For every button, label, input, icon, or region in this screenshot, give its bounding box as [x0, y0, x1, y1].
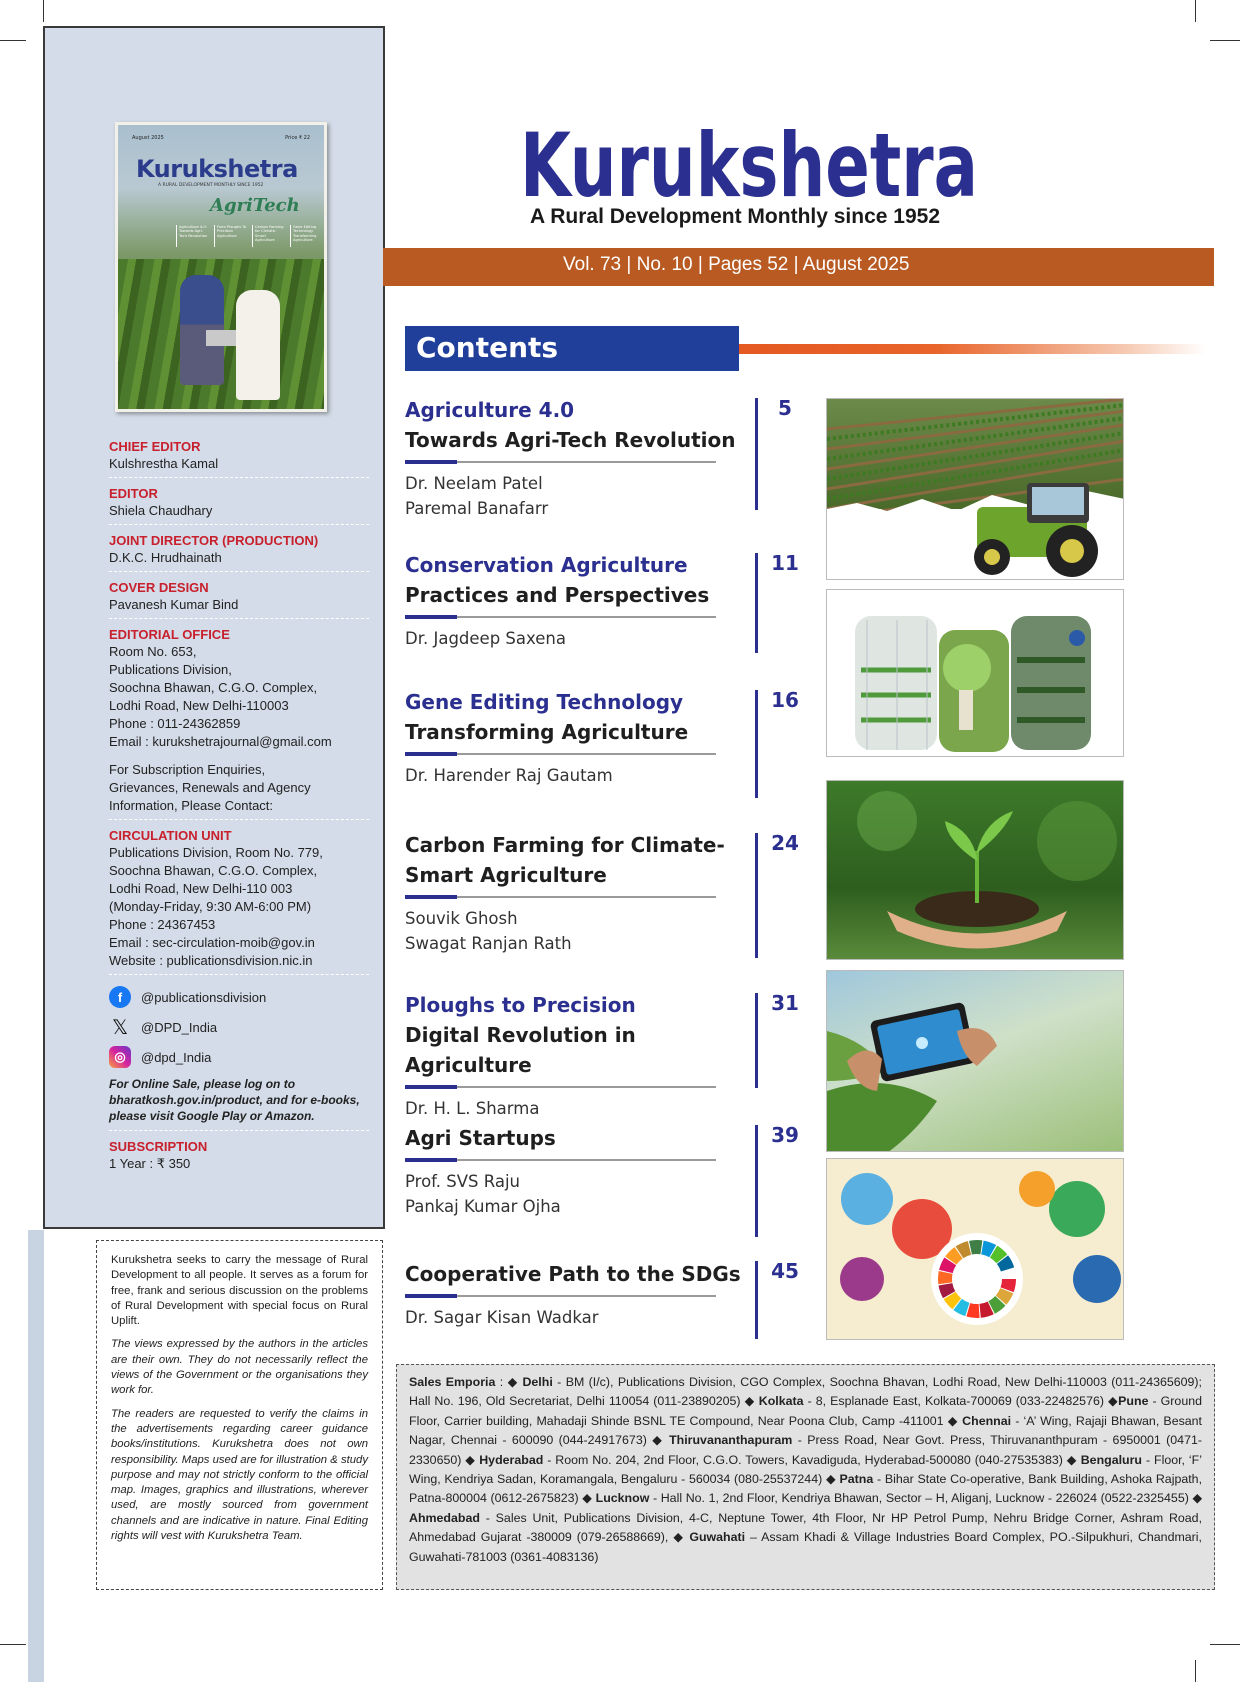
toc-divider [405, 616, 716, 618]
address-line: Soochna Bhawan, C.G.O. Complex, [109, 680, 318, 695]
sales-address: Press Road, Near Govt. Press, Thiruvananthpuram - 6950001 (0471-2330650) [409, 1433, 1202, 1467]
staff-joint-director [109, 532, 369, 572]
toc-subtitle: Transforming Agriculture [405, 720, 689, 744]
dashed-divider [109, 524, 369, 525]
toc-page-number[interactable]: 16 [771, 688, 799, 712]
toc-author: Swagat Ranjan Rath [405, 934, 572, 953]
seedling-hands-image [826, 780, 1124, 960]
cover-price: Price ₹ 22 [285, 135, 310, 141]
masthead-title: Kurukshetra [520, 118, 978, 210]
website-link[interactable]: Website : publicationsdivision.nic.in [109, 953, 313, 968]
toc-entry[interactable] [405, 990, 745, 1121]
toc-title: Conservation Agriculture [405, 553, 688, 577]
role-value: Pavanesh Kumar Bind [109, 597, 239, 612]
staff-editor [109, 485, 369, 525]
toc-title: Agriculture 4.0 [405, 398, 575, 422]
cover-article: From Ploughs To Precision Agriculture [214, 225, 248, 247]
toc-vertical-rule [755, 993, 758, 1088]
cover-person-farmer [236, 290, 280, 400]
toc-entry[interactable] [405, 1259, 745, 1330]
cover-laptop [206, 330, 238, 346]
toc-subtitle: Towards Agri-Tech Revolution [405, 428, 736, 452]
sales-city: Chennai [962, 1413, 1012, 1428]
staff-circulation-unit [109, 827, 369, 975]
cover-article: Agriculture 4.0: Towards Agri-Tech Revolution [176, 225, 210, 247]
toc-entry[interactable] [405, 395, 745, 521]
toc-subtitle: Digital Revolution in Agriculture [405, 1023, 636, 1077]
toc-vertical-rule [755, 553, 758, 653]
toc-title: Agri Startups [405, 1126, 556, 1150]
crop-mark [1195, 0, 1196, 22]
social-instagram[interactable] [109, 1042, 369, 1072]
address-line: Lodhi Road, New Delhi-110003 [109, 698, 289, 713]
crop-mark [1210, 1644, 1240, 1645]
toc-entry[interactable] [405, 1123, 745, 1219]
toc-title: Carbon Farming for Climate- [405, 833, 725, 857]
cover-theme: AgriTech [210, 195, 300, 216]
dashed-divider [109, 477, 369, 478]
left-edge-strip [28, 1230, 44, 1682]
contents-heading-box [405, 326, 739, 371]
sales-emporia-box: Sales Emporia : ◆ Delhi - BM (I/c), Publications Division, CGO Complex, Soochna Bhavan, Lodhi Road, New Delhi-110003 (011-24365609); Hall No. 196, Old Secretariat, Delhi 110054 (011-23890205) ◆ Kolkata - 8, Esplanade East, Kolkata-700069 (033-22482576) ◆Pune - Ground Floor, Carrier building, Mahadaji Shinde BSNL TE Compound, Near Poona Club, Camp -411001 ◆ Chennai - ‘A’ Wing, Rajaji Bhawan, Besant Nagar, Chennai - 600090 (044-24917673) ◆ Thiruvananthapuram - Press Road, Near Govt. Press, Thiruvananthpuram - 6950001 (0471-2330650) ◆ Hyderabad - Room No. 204, 2nd Floor, C.G.O. Towers, Kavadiguda, Hyderabad-500080 (040-27535383) ◆ Bengaluru - Floor, ‘F’ Wing, Kendriya Sadan, Koramangala, Bengaluru - 560034 (080-25537244) ◆ Patna - Bihar State Co-operative, Bank Building, Ashoka Rajpath, Patna-800004 (0612-2675823) ◆ Lucknow - Hall No. 1, 2nd Floor, Kendriya Bhawan, Sector – H, Aliganj, Lucknow - 226024 (0522-2325455) ◆ Ahmedabad - Sales Unit, Publications Division, 4-C, Neptune Tower, 4th Floor, Nr HP Petrol Pump, Nehru Bridge Corner, Ashram Road, Ahmedabad Gujarat -380009 (079-26588669), ◆ Guwahati – Assam Khadi & Village Industries Board Complex, PO.-Silpukhuri, Chandmari, Guwahati-781003 (0361-4083136) [396, 1364, 1215, 1590]
sales-address: Hall No. 1, 2nd Floor, Kendriya Bhawan, Sector – H, Aliganj, Lucknow - 226024 (0522-2325455) [660, 1491, 1189, 1506]
toc-page-number[interactable]: 39 [771, 1123, 799, 1147]
sales-city: Ahmedabad [409, 1510, 480, 1525]
dashed-divider [109, 974, 369, 975]
sales-city: Hyderabad [479, 1452, 544, 1467]
online-sale-note: For Online Sale, please log on to bharatkosh.gov.in/product, and for e-books, please visit Google Play or Amazon. [109, 1077, 360, 1123]
contents-accent-line [664, 344, 1206, 354]
sales-address: ‘A’ Wing, Rajaji Bhawan, Besant Nagar, Chennai - 600090 (044-24917673) [409, 1413, 1203, 1448]
hydroponics-collage-image [826, 589, 1124, 757]
toc-title: Ploughs to Precision [405, 993, 636, 1017]
address-line: Lodhi Road, New Delhi-110 003 [109, 881, 293, 896]
staff-editorial-office [109, 626, 369, 820]
sales-address: Bihar State Co-operative, Bank Building, Ashoka Rajpath, Patna-800004 (0612-2675823) [409, 1472, 1203, 1506]
disclaimer-paragraph: Kurukshetra seeks to carry the message of Rural Development to all people. It serves as a forum for free, frank and serious discussion on the problems of Rural Development with special focus on Rural Uplift. [111, 1254, 368, 1328]
dashed-divider [109, 819, 369, 820]
toc-vertical-rule [755, 1261, 758, 1339]
toc-title: Cooperative Path to the SDGs [405, 1262, 741, 1286]
address-line: Room No. 653, [109, 644, 197, 659]
address-line: Publications Division, Room No. 779, [109, 845, 323, 860]
phone-line: Phone : 24367453 [109, 917, 216, 932]
cover-article: Carbon Farming for Climate-Smart Agriculture [252, 225, 286, 247]
staff-chief-editor [109, 438, 369, 478]
toc-author: Dr. Sagar Kisan Wadkar [405, 1308, 599, 1327]
toc-author: Paremal Banafarr [405, 499, 549, 518]
subscription-enquiry-line: Information, Please Contact: [109, 798, 274, 813]
cover-article-list [176, 225, 324, 247]
sdg-illustration [827, 1159, 1124, 1340]
disclaimer-box [96, 1240, 383, 1590]
sales-city: Lucknow [595, 1491, 650, 1506]
role-label: SUBSCRIPTION [109, 1139, 208, 1154]
hours-line: (Monday-Friday, 9:30 AM-6:00 PM) [109, 899, 312, 914]
sales-city: Pune [1118, 1394, 1149, 1409]
role-value: Shiela Chaudhary [109, 503, 213, 518]
toc-divider [405, 1086, 716, 1088]
role-value: D.K.C. Hrudhainath [109, 550, 222, 565]
social-handle: @DPD_India [141, 1019, 218, 1035]
cover-title: Kurukshetra [136, 155, 298, 183]
dashed-divider [109, 571, 369, 572]
cover-article: Gene Editing Technology Transforming Agriculture [290, 225, 324, 247]
masthead-tagline: A Rural Development Monthly since 1952 [530, 205, 941, 228]
toc-vertical-rule [755, 398, 758, 510]
hydroponics-illustration [827, 590, 1124, 757]
role-label: EDITOR [109, 486, 158, 501]
dashed-divider [109, 1130, 369, 1131]
cover-thumbnail[interactable] [115, 122, 327, 412]
toc-divider [405, 461, 716, 463]
social-handle: @dpd_India [141, 1049, 212, 1065]
masthead-sidebar [43, 26, 385, 1229]
social-facebook[interactable] [109, 982, 369, 1012]
toc-subtitle: Practices and Perspectives [405, 583, 710, 607]
role-label: CIRCULATION UNIT [109, 828, 232, 843]
sales-address: BM (I/c), Publications Division, CGO Complex, Soochna Bhavan, Lodhi Road, New Delhi-110003 (011-24365609); Hall No. 196, Old Secretariat, Delhi 110054 (011-23890205) [409, 1375, 1202, 1409]
crop-mark [43, 0, 44, 22]
sdg-graphic-image [826, 1158, 1124, 1340]
toc-entry[interactable] [405, 687, 745, 788]
tractor-field-image [826, 398, 1124, 580]
role-label: CHIEF EDITOR [109, 439, 201, 454]
sales-address: 8, Esplanade East, Kolkata-700069 (033-22482576) [815, 1394, 1104, 1409]
sales-city: Patna [839, 1472, 874, 1487]
toc-author: Souvik Ghosh [405, 909, 518, 928]
subscription-enquiry-line: Grievances, Renewals and Agency [109, 780, 311, 795]
toc-vertical-rule [755, 833, 758, 958]
toc-author: Pankaj Kumar Ojha [405, 1197, 561, 1216]
sales-address: Floor, ‘F’ Wing, Kendriya Sadan, Koramangala, Bengaluru - 560034 (080-25537244) [409, 1452, 1202, 1487]
dashed-divider [109, 618, 369, 619]
toc-page-number[interactable]: 11 [771, 551, 799, 575]
facebook-icon: f [109, 986, 131, 1008]
role-label: COVER DESIGN [109, 580, 209, 595]
cover-header [132, 135, 310, 141]
toc-vertical-rule [755, 1125, 758, 1237]
toc-entry[interactable] [405, 550, 745, 651]
issue-bar [383, 248, 1214, 286]
sales-address: Sales Unit, Publications Division, 4-C, Neptune Tower, 4th Floor, Nr HP Petrol Pump, Nehru Bridge Corner, Ashram Road, Ahmedabad Gujarat -380009 (079-26588669), [409, 1510, 1203, 1545]
sales-address: Ground Floor, Carrier building, Mahadaji Shinde BSNL TE Compound, Near Poona Club, Camp -411001 [409, 1394, 1203, 1428]
toc-vertical-rule [755, 690, 758, 798]
address-line: Soochna Bhawan, C.G.O. Complex, [109, 863, 318, 878]
toc-author: Prof. SVS Raju [405, 1172, 521, 1191]
toc-divider [405, 896, 716, 898]
instagram-icon: ◎ [109, 1046, 131, 1068]
subscription-enquiry-line: For Subscription Enquiries, [109, 762, 266, 777]
toc-page-number[interactable]: 31 [771, 991, 799, 1015]
toc-page-number[interactable]: 24 [771, 831, 799, 855]
sales-city: Bengaluru [1080, 1452, 1143, 1467]
masthead-logo [520, 118, 980, 210]
staff-credits [109, 438, 369, 1173]
cover-subtitle: A RURAL DEVELOPMENT MONTHLY SINCE 1952 [158, 183, 264, 188]
role-label: EDITORIAL OFFICE [109, 627, 230, 642]
crop-mark [0, 1644, 26, 1645]
role-value: Kulshrestha Kamal [109, 456, 219, 471]
seedling-illustration [827, 781, 1124, 960]
staff-cover-design [109, 579, 369, 619]
disclaimer-paragraph: The views expressed by the authors in the articles are their own. They do not necessarily reflect the views of the Government or the organisations they work for. [111, 1338, 368, 1397]
toc-title-line2: Smart Agriculture [405, 863, 607, 887]
x-icon: 𝕏 [111, 1016, 129, 1039]
subscription-price: 1 Year : ₹ 350 [109, 1156, 191, 1171]
toc-author: Dr. H. L. Sharma [405, 1099, 540, 1118]
sales-address: Assam Khadi & Village Industries Board Complex, PO.-Silpukhuri, Chandmari, Guwahati-781003 (0361-4083136) [409, 1530, 1202, 1564]
toc-divider [405, 753, 716, 755]
toc-author: Dr. Harender Raj Gautam [405, 766, 613, 785]
toc-page-number[interactable]: 45 [771, 1259, 799, 1283]
phone-line: Phone : 011-24362859 [109, 716, 241, 731]
toc-title: Gene Editing Technology [405, 690, 684, 714]
tractor-field-illustration [827, 399, 1124, 580]
toc-divider [405, 1295, 716, 1297]
crop-mark [1195, 1660, 1196, 1682]
toc-page-number[interactable]: 5 [778, 396, 792, 420]
issue-info: Vol. 73 | No. 10 | Pages 52 | August 2025 [563, 254, 910, 275]
crop-mark [1210, 40, 1240, 41]
crop-mark [0, 40, 26, 41]
toc-author: Dr. Jagdeep Saxena [405, 629, 566, 648]
social-handle: @publicationsdivision [141, 989, 267, 1005]
role-label: JOINT DIRECTOR (PRODUCTION) [109, 533, 319, 548]
contents-heading: Contents [416, 331, 559, 364]
disclaimer-paragraph: The readers are requested to verify the claims in the advertisements regarding career guidance books/institutions. Kurukshetra does not own responsibility. Maps used are for illustration & study purpose and may not strictly conform to the official map. Images, graphics and illustrations, wherever used, are mostly sourced from government channels and are indicative in nature. Final Editing rights will vest with Kurukshetra Team. [111, 1407, 368, 1543]
sales-city: Kolkata [758, 1394, 804, 1409]
sales-address: Room No. 204, 2nd Floor, C.G.O. Towers, Kavadiguda, Hyderabad-500080 (040-27535383) [555, 1452, 1063, 1467]
email-line[interactable]: Email : kurukshetrajournal@gmail.com [109, 734, 332, 749]
cover-date: August 2025 [132, 135, 164, 141]
toc-divider [405, 1159, 716, 1161]
tablet-illustration [827, 971, 1124, 1152]
toc-entry[interactable] [405, 830, 745, 956]
sales-city: Delhi [522, 1375, 553, 1389]
tablet-farming-image [826, 970, 1124, 1152]
address-line: Publications Division, [109, 662, 232, 677]
sales-city: Guwahati [689, 1530, 746, 1545]
email-line[interactable]: Email : sec-circulation-moib@gov.in [109, 935, 315, 950]
sales-city: Thiruvananthapuram [669, 1433, 793, 1448]
social-x[interactable] [109, 1012, 369, 1042]
sales-label: Sales Emporia [409, 1375, 496, 1389]
toc-author: Dr. Neelam Patel [405, 474, 543, 493]
